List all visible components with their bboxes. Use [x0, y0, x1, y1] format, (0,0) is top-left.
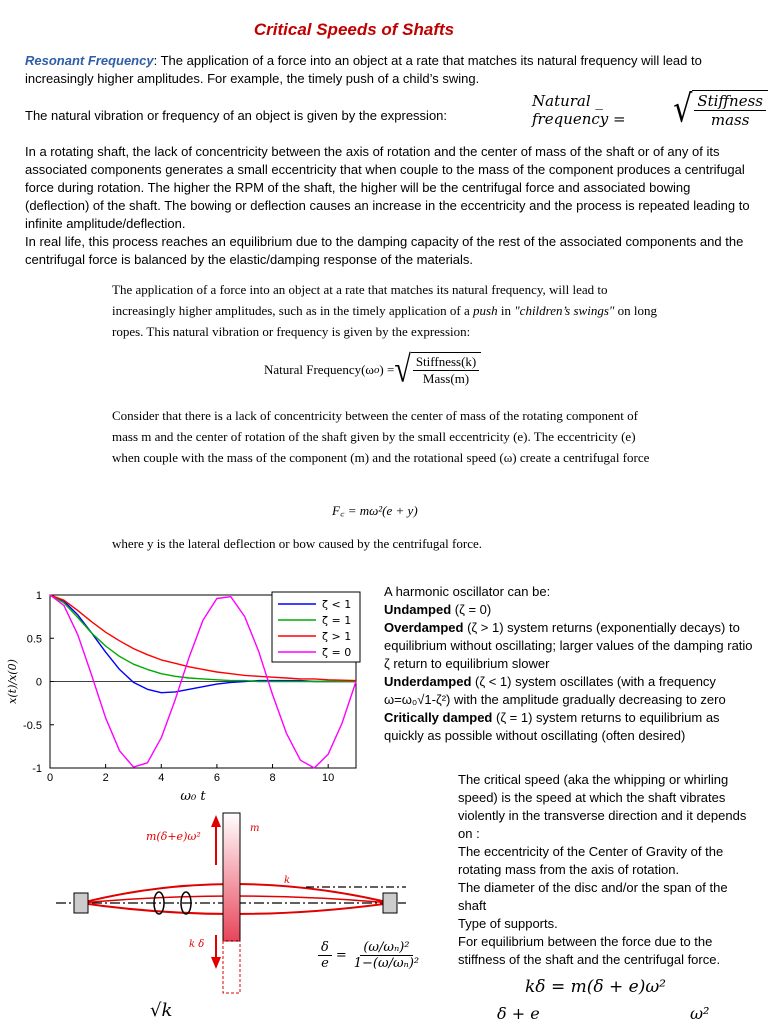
x-tick-label: 6 [213, 772, 220, 784]
real-life-paragraph: In real life, this process reaches an equilibrium due to the damping capacity of the rest of the associated components and the centrifugal force is balanced by the elastic/damping response of the materials. [25, 234, 744, 267]
resonant-term: Resonant Frequency [25, 53, 154, 68]
y-tick-label: -0.5 [23, 719, 42, 732]
legend-label-0: ζ < 1 [322, 598, 352, 611]
serif-paragraph-3: where y is the lateral deflection or bow caused by the centrifugal force. [112, 536, 482, 551]
legend-label-3: ζ = 0 [322, 646, 352, 659]
y-tick-label: 0.5 [26, 633, 42, 646]
harmonic-oscillator-text: A harmonic oscillator can be: Undamped (ζ = 0) Overdamped (ζ > 1) system returns (exponentially decays) to equilibrium without oscillating; larger values of the damping ratio ζ return to equilibrium slower Underdamped (ζ < 1) system oscillates (with a frequency ω=ω₀√1-ζ²) with the amplitude gradually decreasing to zero Critically damped (ζ = 1) system returns to equilibrium as quickly as possible without oscillating (often desired) [384, 584, 753, 743]
legend-label-2: ζ > 1 [322, 630, 352, 643]
damping-chart [0, 580, 370, 800]
natural-line: The natural vibration or frequency of an object is given by the expression: [25, 108, 448, 123]
partial-equation-omega: ω² [690, 1004, 710, 1023]
natural-frequency-formula: Natural _ frequency = √ $\frac{\text{Stiffness}}{\text{mass}}$ [532, 90, 768, 129]
sqrt-k-partial: √k [150, 1000, 173, 1021]
spring-force-label: k δ [189, 939, 205, 950]
serif-paragraph-1: The application of a force into an object at a rate that matches its natural frequency, will lead to increasingly higher amplitudes, such as in the timely application of a push in "children’s swings" on long ropes. This natural vibration or frequency is given by the expression: [112, 282, 657, 339]
y-tick-label: -1 [32, 763, 42, 775]
intro-text: The application of a force into an object at a rate that matches its natural frequency will lead to increasingly higher amplitudes. For example, the timely push of a child’s swing. [25, 53, 702, 86]
serif-paragraph-2: Consider that there is a lack of concentricity between the center of mass of the rotating component of mass m and the center of rotation of the shaft given by the small eccentricity (e). The eccentricity (e) when couple with the mass of the component (m) and the rotational speed (ω) create a centrifugal force [112, 408, 650, 465]
centrifugal-formula: F꜀ = mω²(e + y) [332, 503, 418, 518]
natural-frequency-formula-2: Natural Frequency(ω o ) = √ $\frac{\text{Stiffness(k)}}{\text{Mass(m)}}$ [264, 352, 481, 387]
left-bearing [74, 893, 88, 913]
x-tick-label: 2 [102, 772, 109, 784]
x-tick-label: 4 [158, 772, 165, 784]
legend-label-1: ζ = 1 [322, 614, 352, 627]
y-axis-label: x(t)/x(0) [6, 659, 19, 704]
y-tick-label: 1 [35, 590, 42, 602]
x-axis-label: ω₀ t [180, 789, 206, 800]
y-tick-label: 0 [35, 676, 42, 689]
x-tick-label: 8 [269, 772, 276, 784]
intro-paragraph: Resonant Frequency: The application of a force into an object at a rate that matches its natural frequency will lead to increasingly higher amplitudes. For example, the timely push of a child’s swing. [25, 53, 702, 86]
rotating-disc [223, 813, 240, 941]
rotating-shaft-paragraph: In a rotating shaft, the lack of concentricity between the axis of rotation and the center of mass of the shaft or of any of its associated components generates a small eccentricity that when couple to the mass of the component produces a centrifugal force during rotation. The higher the RPM of the shaft, the higher will be the centrifugal force and associated bowing (deflection) of the shaft. The bowing or deflection causes an increase in the eccentricity and the process is repeated leading to infinite amplitude/deflection. [25, 144, 750, 231]
partial-equation: δ + e [497, 1004, 540, 1023]
right-bearing [383, 893, 397, 913]
x-tick-label: 10 [322, 772, 335, 784]
page-title: Critical Speeds of Shafts [253, 20, 455, 39]
mass-label: m [250, 823, 260, 834]
critical-speed-text: The critical speed (aka the whipping or whirling speed) is the speed at which the shaft vibrates violently in the transverse direction and it depends on : The eccentricity of the Center of Gravity of the rotating mass from the axis of rotation. The diameter of the disc and/or the span of the shaft Type of supports. For equilibrium between the force due to the stiffness of the shaft and the centrifugal force. [458, 772, 747, 967]
x-tick-label: 0 [46, 772, 54, 784]
equilibrium-equation: kδ = m(δ + e)ω² [525, 977, 666, 997]
deflection-ratio-equation: $\frac{\delta}{e}$ = $\frac{\text{(ω/ωₙ)²}}{\text{1−(ω/ωₙ)²}}$ [318, 940, 422, 971]
stiffness-label: k [284, 875, 291, 886]
centrifugal-force-label: m(δ+e)ω² [146, 830, 201, 843]
